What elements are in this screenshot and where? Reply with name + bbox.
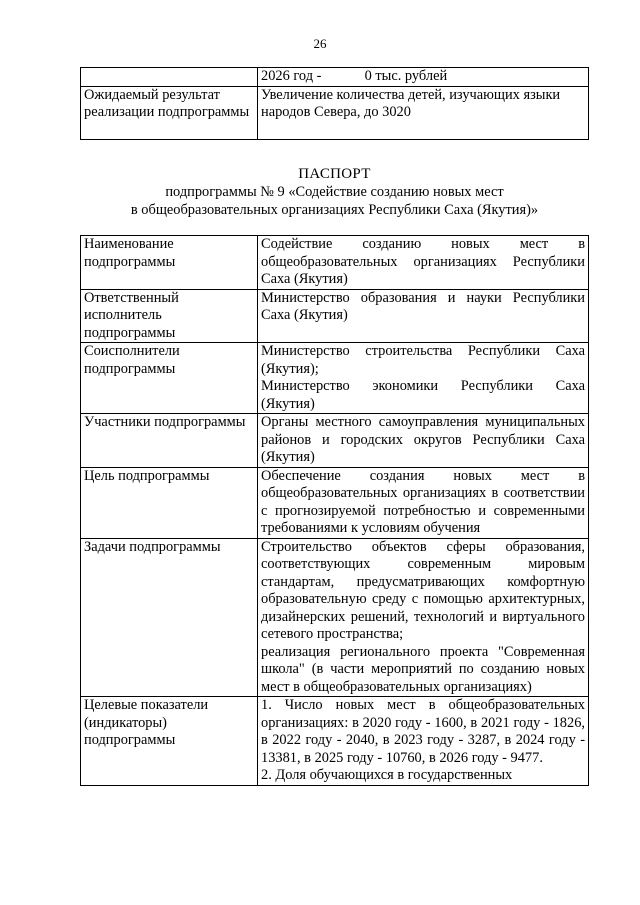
passport-subtitle-line1: подпрограммы № 9 «Содействие созданию новых мест <box>165 184 504 200</box>
table-row <box>81 236 589 290</box>
table-row <box>81 86 589 139</box>
table-cell-funding-2026 <box>258 68 589 87</box>
coexecutor-1: Министерство строительства Республики Саха (Якутия); <box>261 343 585 377</box>
row-goal-value: Обеспечение создания новых мест в общеобразовательных организациях в соответствии с прогнозируемой потребностью и современными требованиями к условиям обучения <box>258 467 589 538</box>
row-coexecutors-label: Соисполнители подпрограммы <box>81 343 258 414</box>
passport-heading <box>80 165 589 219</box>
table-row <box>81 697 589 786</box>
row-participants-value: Органы местного самоуправления муниципальных районов и городских округов Республики Саха (Якутия) <box>258 414 589 468</box>
row-tasks-value <box>258 538 589 697</box>
funding-table-continuation <box>80 67 589 140</box>
indicator-2: 2. Доля обучающихся в государственных <box>261 767 513 783</box>
table-row <box>81 68 589 87</box>
row-name-label: Наименование подпрограммы <box>81 236 258 290</box>
passport-subtitle-line2: в общеобразовательных организациях Республики Саха (Якутия)» <box>130 202 539 218</box>
row-goal-label: Цель подпрограммы <box>81 467 258 538</box>
table-row <box>81 467 589 538</box>
table-row <box>81 289 589 343</box>
table-row <box>81 538 589 697</box>
table-row <box>81 343 589 414</box>
row-name-value: Содействие созданию новых мест в общеобразовательных организациях Республики Саха (Якутия) <box>258 236 589 290</box>
passport-title: ПАСПОРТ <box>298 166 371 182</box>
table-row <box>81 414 589 468</box>
row-indicators-label: Целевые показатели (индикаторы) подпрограммы <box>81 697 258 786</box>
table-cell-label-empty <box>81 68 258 87</box>
passport-table <box>80 235 589 786</box>
indicator-1: 1. Число новых мест в общеобразовательных организациях: в 2020 году - 1600, в 2021 году - 1826, в 2022 году - 2040, в 2023 году - 3287, в 2024 году - 13381, в 2025 году - 10760, в 2026 году - 9477. <box>261 697 585 766</box>
row-responsible-label: Ответственный исполнитель подпрограммы <box>81 289 258 343</box>
coexecutor-2: Министерство экономики Республики Саха (Якутия) <box>261 378 585 412</box>
expected-result-value: Увеличение количества детей, изучающих языки народов Севера, до 3020 <box>258 86 589 139</box>
funding-2026-text: 2026 год - 0 тыс. рублей <box>261 68 448 84</box>
expected-result-label: Ожидаемый результат реализации подпрограммы <box>81 86 258 139</box>
row-responsible-value: Министерство образования и науки Республики Саха (Якутия) <box>258 289 589 343</box>
task-1: Строительство объектов сферы образования, соответствующих современным мировым стандартам, предусматривающих комфортную образовательную среду с помощью архитектурных, дизайнерских решений, технологий и виртуального сетевого пространства; <box>261 538 585 642</box>
row-coexecutors-value <box>258 343 589 414</box>
row-indicators-value <box>258 697 589 786</box>
row-participants-label: Участники подпрограммы <box>81 414 258 468</box>
page-number: 26 <box>313 36 327 51</box>
task-2: реализация регионального проекта "Современная школа" (в части мероприятий по созданию новых мест в общеобразовательных организациях) <box>261 643 585 695</box>
row-tasks-label: Задачи подпрограммы <box>81 538 258 697</box>
